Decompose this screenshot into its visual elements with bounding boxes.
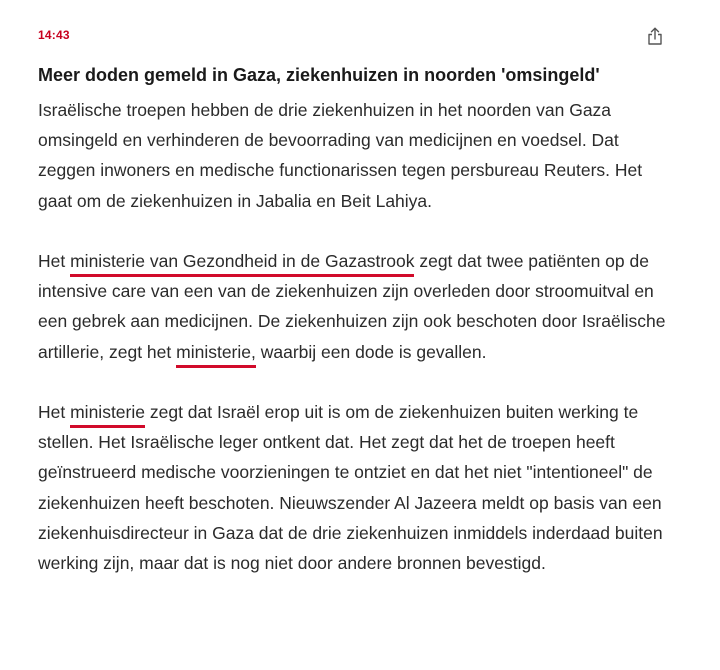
article-headline: Meer doden gemeld in Gaza, ziekenhuizen in noorden 'omsingeld' xyxy=(38,65,600,85)
link-ministerie-2[interactable]: ministerie xyxy=(70,402,145,428)
paragraph-2 xyxy=(38,246,678,367)
paragraph-2-text-3: waarbij een dode is gevallen. xyxy=(255,341,487,362)
article xyxy=(38,22,678,578)
link-ministerie[interactable]: ministerie, xyxy=(176,342,256,368)
link-ministerie-gezondheid[interactable]: ministerie van Gezondheid in de Gazastrook xyxy=(70,251,414,277)
paragraph-3-text-2: zegt dat Israël erop uit is om de ziekenhuizen buiten werking te stellen. Het Israëlische leger ontkent dat. Het zegt dat het de troepen heeft geïnstrueerd medische voorzieningen te ontziet en dat het niet "intentioneel" de ziekenhuizen heeft beschoten. Nieuwszender Al Jazeera meldt op basis van een ziekenhuisdirecteur in Gaza dat de drie ziekenhuizen inmiddels inderdaad buiten werking zijn, maar dat is nog niet door andere bronnen bevestigd. xyxy=(38,402,663,574)
paragraph-2-text-2: zegt dat twee patiënten op de intensive care van een van de ziekenhuizen zijn overleden door stroomuitval en een gebrek aan medicijnen. De ziekenhuizen zijn ook beschoten door Israëlische artillerie, zegt het xyxy=(38,251,666,362)
paragraph-3-text-1: Het xyxy=(38,402,71,422)
timestamp: 14:43 xyxy=(38,28,70,42)
share-icon xyxy=(646,26,664,46)
share-button[interactable] xyxy=(646,26,666,48)
article-meta xyxy=(38,22,678,50)
paragraph-2-text-1: Het xyxy=(38,251,71,271)
paragraph-1: Israëlische troepen hebben de drie ziekenhuizen in het noorden van Gaza omsingeld en verhinderen de bevoorrading van medicijnen en voedsel. Dat zeggen inwoners en medische functionarissen tegen persbureau Reuters. Het gaat om de ziekenhuizen in Jabalia en Beit Lahiya. xyxy=(38,100,643,211)
paragraph-3 xyxy=(38,397,678,578)
